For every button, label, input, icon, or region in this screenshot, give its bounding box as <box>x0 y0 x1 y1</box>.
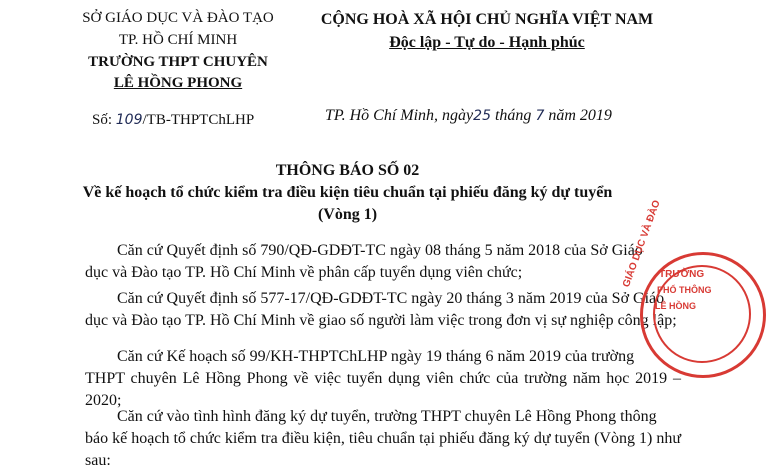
issue-date-suffix: năm 2019 <box>544 107 612 124</box>
stamp-text-bottom: LÊ HỒNG <box>655 301 697 311</box>
document-number-prefix: Số: <box>92 112 116 128</box>
paragraph-3 <box>85 346 681 412</box>
stamp-text-mid: PHỔ THÔNG <box>657 285 712 295</box>
agency-name: SỞ GIÁO DỤC VÀ ĐÀO TẠO <box>82 10 274 26</box>
document-number-handwritten: 109 <box>115 112 143 128</box>
school-name-line2: LÊ HỒNG PHONG <box>113 75 243 91</box>
document-number <box>92 110 254 131</box>
nation-title: CỘNG HOÀ XÃ HỘI CHỦ NGHĨA VIỆT NAM <box>320 11 654 28</box>
agency-city: TP. HỒ CHÍ MINH <box>118 32 238 48</box>
school-name-line1: TRƯỜNG THPT CHUYÊN <box>88 54 268 70</box>
issue-date <box>325 107 612 125</box>
paragraph-2-rest: dục và Đào tạo TP. Hồ Chí Minh về giao số người làm việc trong đơn vị sự nghiệp công lập; <box>85 312 677 329</box>
issue-date-mid: tháng <box>490 107 536 124</box>
issue-date-prefix: TP. Hồ Chí Minh, ngày <box>325 107 474 124</box>
paragraph-4 <box>85 406 681 472</box>
paragraph-1-first-line: Căn cứ Quyết định số 790/QĐ-GDĐT-TC ngày 08 tháng 5 năm 2018 của Sở Giáo <box>117 242 643 259</box>
document-number-suffix: /TB-THPTChLHP <box>142 112 255 128</box>
official-stamp <box>621 198 766 378</box>
paragraph-4-rest: báo kế hoạch tổ chức kiểm tra điều kiện, tiêu chuẩn tại phiếu đăng ký dự tuyển (Vòng 1) như sau: <box>85 430 681 469</box>
paragraph-2 <box>85 288 681 332</box>
paragraph-4-first-line: Căn cứ vào tình hình đăng ký dự tuyển, trường THPT chuyên Lê Hồng Phong thông <box>117 408 657 425</box>
paragraph-3-rest: THPT chuyên Lê Hồng Phong về việc tuyển dụng viên chức của trường năm học 2019 – 2020; <box>85 370 681 409</box>
issue-date-day: 25 <box>473 108 491 124</box>
notice-subtitle: Về kế hoạch tổ chức kiểm tra điều kiện tiêu chuẩn tại phiếu đăng ký dự tuyển <box>82 184 613 201</box>
paragraph-1 <box>85 240 681 284</box>
notice-title: THÔNG BÁO SỐ 02 <box>275 162 420 179</box>
paragraph-2-first-line: Căn cứ Quyết định số 577-17/QĐ-GDĐT-TC ngày 20 tháng 3 năm 2019 của Sở Giáo <box>117 290 665 307</box>
paragraph-3-first-line: Căn cứ Kế hoạch số 99/KH-THPTChLHP ngày 19 tháng 6 năm 2019 của trường <box>117 348 635 365</box>
nation-motto: Độc lập - Tự do - Hạnh phúc <box>389 34 585 51</box>
stamp-text-top: TRƯỜNG <box>659 269 705 280</box>
paragraph-1-rest: dục và Đào tạo TP. Hồ Chí Minh về phân cấp tuyển dụng viên chức; <box>85 264 523 281</box>
notice-round: (Vòng 1) <box>317 206 378 223</box>
stamp-arc-text: GIÁO DỤC VÀ ĐÀO <box>621 198 663 289</box>
issue-date-month: 7 <box>535 108 545 124</box>
